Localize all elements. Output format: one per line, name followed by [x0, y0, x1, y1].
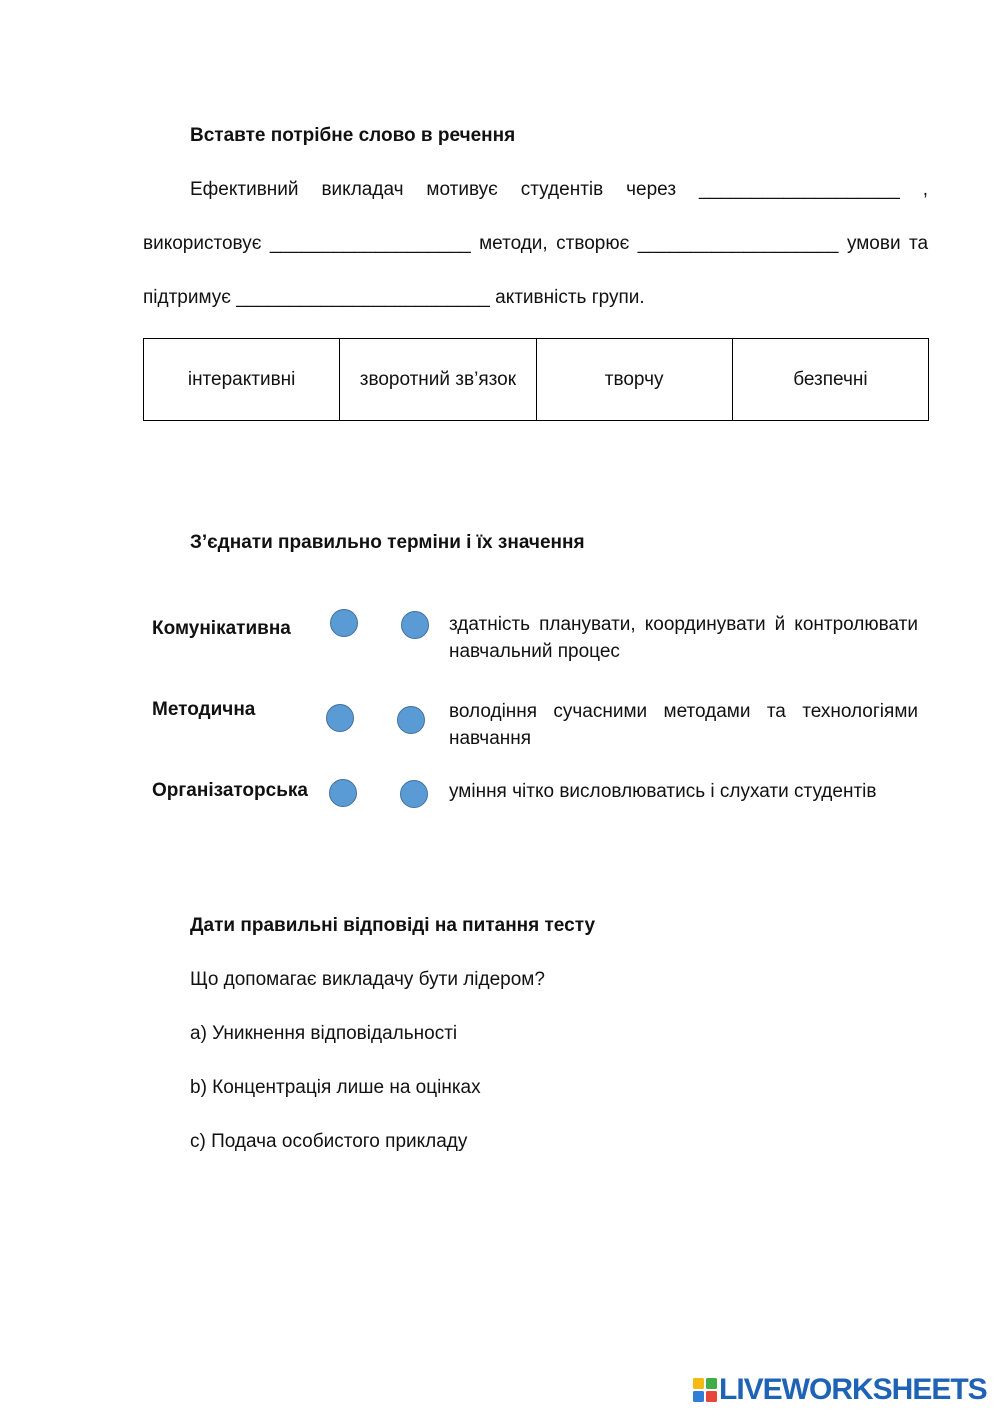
sentence-text: методи, створює	[479, 233, 630, 254]
sentence-text: використовує	[143, 233, 262, 254]
match-definition-2	[449, 698, 918, 752]
match-term-3: Організаторська	[152, 780, 308, 801]
match-term-2: Методична	[152, 699, 256, 720]
quiz-heading: Дати правильні відповіді на питання тесту	[190, 915, 596, 936]
fill-blank-heading: Вставте потрібне слово в речення	[190, 125, 516, 146]
quiz-question: Що допомагає викладачу бути лідером?	[190, 969, 545, 990]
blank-input-3[interactable]: ___________________	[637, 233, 839, 254]
quiz-option-a[interactable]: a) Уникнення відповідальності	[190, 1023, 458, 1044]
sentence-line-2	[143, 232, 928, 256]
quiz-option-b[interactable]: b) Концентрація лише на оцінках	[190, 1077, 481, 1098]
word-bank-item: безпечні	[732, 339, 928, 421]
blank-input-1[interactable]: ___________________	[699, 179, 900, 200]
word-bank-row	[144, 339, 929, 421]
quiz-option-c[interactable]: c) Подача особистого прикладу	[190, 1131, 468, 1152]
sentence-text: Ефективний викладач мотивує студентів через	[190, 179, 677, 200]
sentence-text: підтримує	[143, 287, 231, 308]
definition-line: уміння чітко висловлюватись і слухати студентів	[449, 781, 877, 802]
definition-line: навчання	[449, 728, 532, 749]
sentence-text: умови та	[846, 233, 929, 254]
blank-input-4[interactable]: ________________________	[236, 287, 490, 308]
blank-input-2[interactable]: ___________________	[269, 233, 471, 254]
sentence-comma: ,	[922, 179, 929, 200]
word-bank-table	[143, 338, 929, 421]
liveworksheets-logo: LIVEWORKSHEETS	[719, 1373, 987, 1406]
word-bank-item: творчу	[536, 339, 732, 421]
word-bank-item: інтерактивні	[144, 339, 340, 421]
definition-line: навчальний процес	[449, 641, 620, 662]
match-definition-3	[449, 778, 918, 805]
match-dot-left-1[interactable]	[330, 609, 358, 637]
match-dot-right-2[interactable]	[397, 706, 425, 734]
match-dot-right-3[interactable]	[400, 780, 428, 808]
sentence-text: активність групи.	[495, 287, 645, 308]
liveworksheets-logo-icon	[693, 1378, 717, 1402]
match-definition-1	[449, 611, 918, 665]
definition-line: здатність планувати, координувати й контролювати	[449, 614, 918, 635]
match-term-1: Комунікативна	[152, 618, 291, 639]
word-bank-item: зворотний зв’язок	[340, 339, 536, 421]
match-dot-right-1[interactable]	[401, 611, 429, 639]
match-dot-left-2[interactable]	[326, 704, 354, 732]
sentence-line-1	[190, 178, 928, 202]
match-dot-left-3[interactable]	[329, 779, 357, 807]
sentence-line-3	[143, 286, 645, 310]
definition-line: володіння сучасними методами та технологіями	[449, 701, 918, 722]
matching-heading: З’єднати правильно терміни і їх значення	[190, 532, 585, 553]
